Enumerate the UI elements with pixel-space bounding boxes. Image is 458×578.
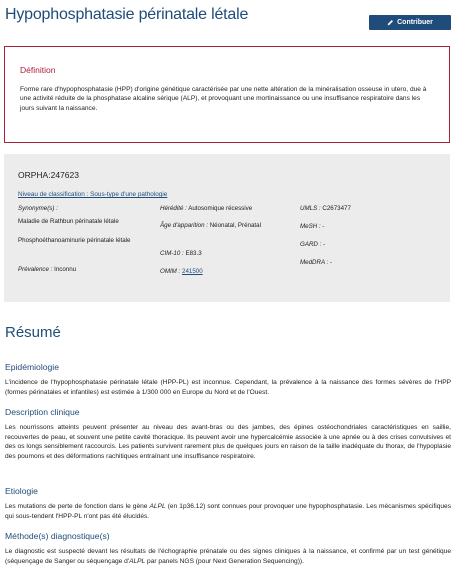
classification-link[interactable]: Niveau de classification : Sous-type d'une pathologie: [18, 191, 168, 198]
onset-value: Néonatal, Prénatal: [209, 222, 261, 229]
mesh-field: [300, 223, 324, 231]
gard-label: GARD :: [300, 241, 322, 248]
icd10-value: E83.3: [185, 250, 202, 257]
definition-box: [4, 46, 450, 143]
mesh-value: -: [322, 223, 325, 230]
definition-title: Définition: [20, 65, 56, 75]
prevalence-value: Inconnu: [54, 266, 77, 273]
meddra-label: MedDRA :: [300, 259, 329, 266]
icd10-label: CIM-10 :: [160, 250, 184, 257]
gard-field: [300, 241, 325, 249]
umls-field: [300, 205, 351, 213]
diagnosis-text: [5, 547, 451, 566]
umls-label: UMLS :: [300, 205, 321, 212]
umls-value: C2673477: [322, 205, 351, 212]
disease-info-panel: [4, 154, 450, 302]
diagnosis-heading: Méthode(s) diagnostique(s): [5, 531, 110, 541]
epidemiology-heading: Epidémiologie: [5, 362, 59, 372]
prevalence-label: Prévalence :: [18, 266, 53, 273]
meddra-value: -: [330, 259, 333, 266]
pencil-icon: [387, 19, 394, 26]
contribute-label: Contribuer: [397, 19, 433, 26]
etiology-heading: Etiologie: [5, 486, 38, 496]
synonym-item: Maladie de Rathbun périnatale létale: [18, 218, 119, 225]
meddra-field: [300, 259, 332, 267]
gene-name: ALPL: [149, 503, 166, 510]
epidemiology-text: L'incidence de l'hypophosphatasie périnatale létale (HPP-PL) est inconnue. Cependant, la prévalence à la naissance des formes sévères de l'HPP (formes périnatales et infantiles) est estimée à 1/300 000 en Europe du Nord et de l'Ouest.: [5, 379, 451, 396]
diagnosis-text-after: par panels NGS (pour Next Generation Sequencing)).: [145, 557, 304, 565]
summary-title: Résumé: [5, 324, 61, 341]
contribute-button[interactable]: [369, 15, 451, 30]
mesh-label: MeSH :: [300, 223, 321, 230]
omim-field: [160, 268, 203, 276]
omim-link[interactable]: 241500: [182, 268, 203, 275]
diagnosis-text-before: Le diagnostic est suspecté devant les résultats de l'échographie prénatale ou des signes cliniques à la naissance, et confirmé par un test génétique (séquençage de Sanger ou séquençage d': [5, 548, 451, 565]
synonym-item: Phosphoéthanoaminurie périnatale létale: [18, 237, 131, 244]
icd10-field: [160, 250, 202, 258]
synonyms-label: Synonyme(s) :: [18, 205, 58, 212]
definition-text: Forme rare d'hypophosphatasie (HPP) d'origine génétique caractérisée par une nette altération de la minéralisation osseuse in utero, due à une activité réduite de la phosphatase alcaline sérique (ALP), et provoquant une mortinaissance ou une insuffisance respiratoire dans les jours suivant la naissance.: [20, 86, 427, 112]
onset-label: Âge d'apparition :: [160, 222, 208, 229]
prevalence-field: [18, 266, 76, 274]
clinical-text: Les nourrissons atteints peuvent présenter au niveau des avant-bras ou des jambes, des épines ostéochondriales caractéristiques en saillie, recouvertes de peau, et souvent une petite cavité thoracique. Ils peuvent avoir une hypercalcémie associée à une apnée ou à des crises convulsives et des os longs sensiblement raccourcis. Les patients survivent rarement plus de quelques jours en raison de la taille inadéquate du thorax, de l'hypoplasie des poumons et des déformations rachitiques entraînant une insuffisance respiratoire.: [5, 424, 451, 460]
etiology-text: [5, 502, 451, 521]
orpha-code: ORPHA:247623: [18, 170, 79, 180]
gard-value: -: [323, 241, 326, 248]
onset-field: [160, 222, 261, 230]
omim-label: OMIM :: [160, 268, 181, 275]
gene-name: ALPL: [129, 557, 146, 565]
heredity-field: [160, 205, 252, 213]
clinical-heading: Description clinique: [5, 407, 80, 417]
page-title: Hypophosphatasie périnatale létale: [5, 6, 249, 23]
etiology-text-after: (en 1p36.12) sont connues pour provoquer une hypophosphatasie. Les mécanismes spécifiques qui sous-tendent l'HPP-PL n'ont pas été élucidés.: [5, 503, 451, 520]
heredity-value: Autosomique récessive: [188, 205, 253, 212]
etiology-text-before: Les mutations de perte de fonction dans le gène: [5, 503, 150, 510]
heredity-label: Hérédité :: [160, 205, 187, 212]
